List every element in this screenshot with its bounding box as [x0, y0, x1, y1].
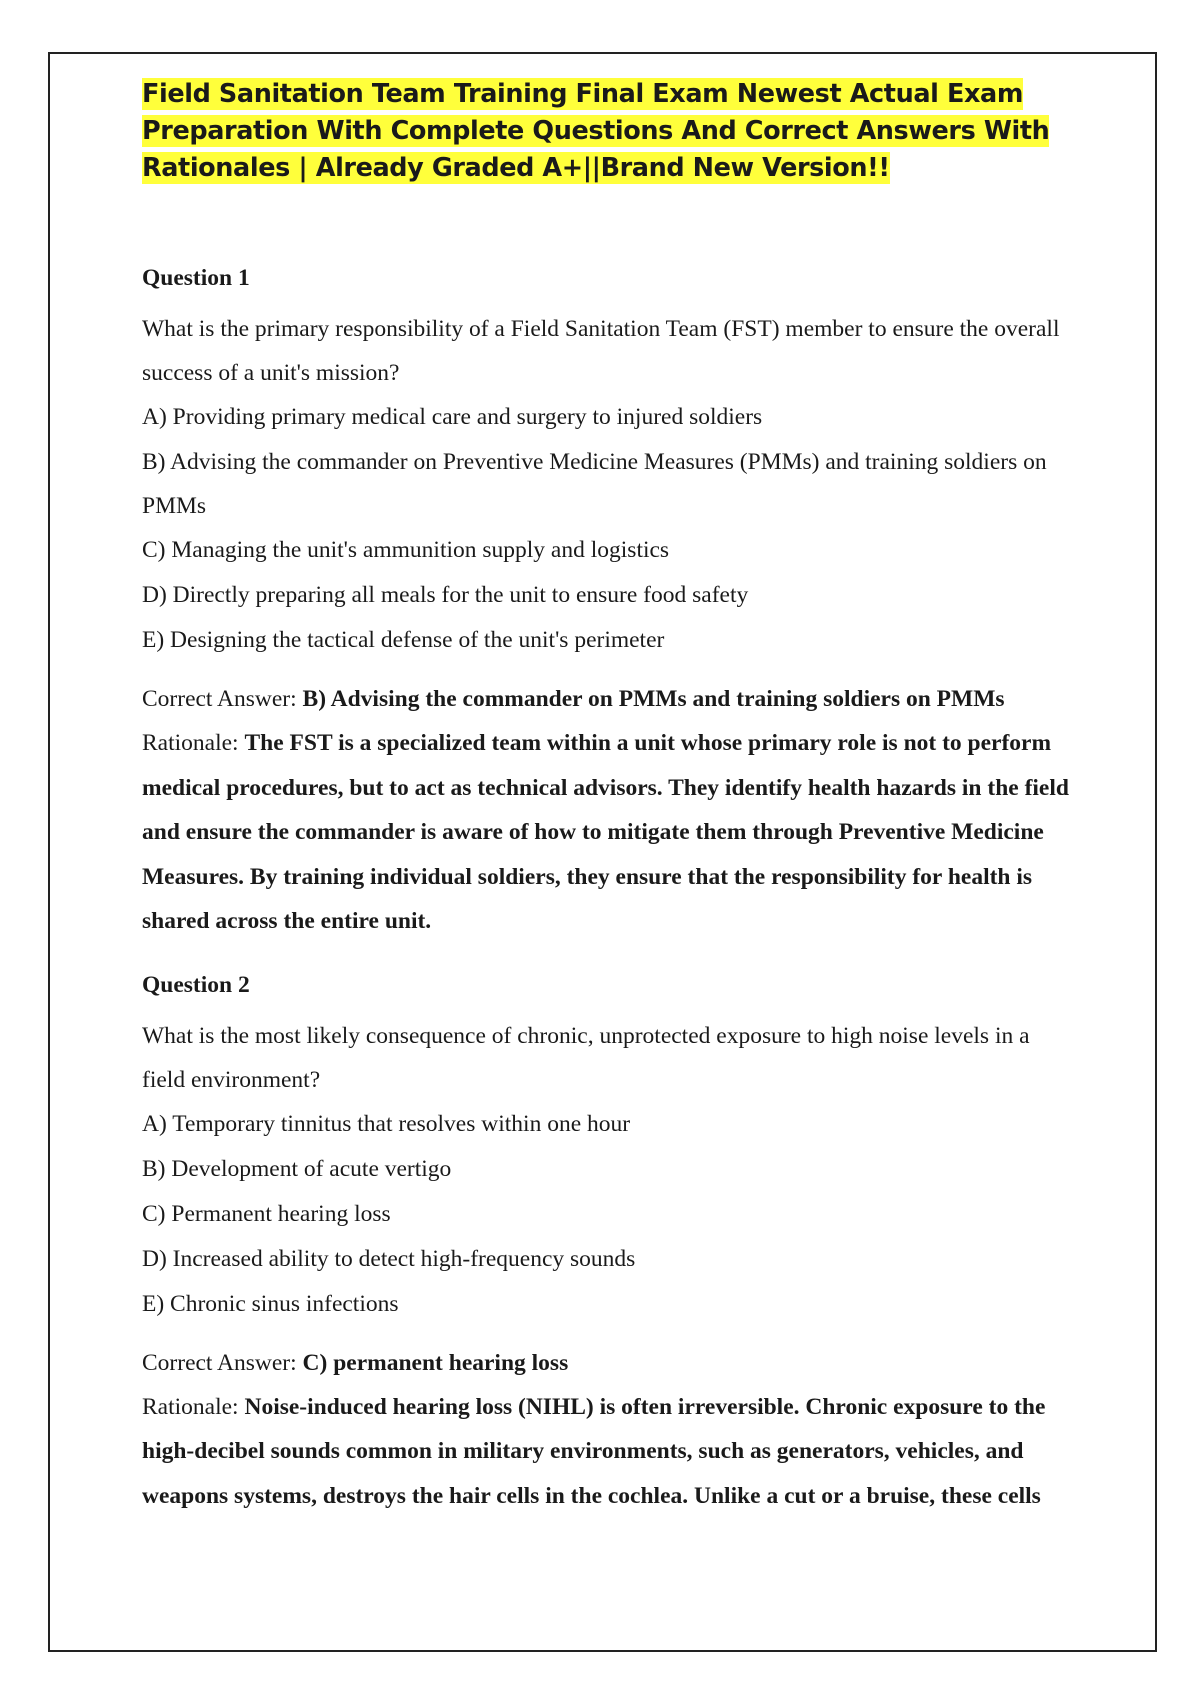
option-c: C) Permanent hearing loss — [142, 1200, 391, 1227]
document-body — [142, 76, 1072, 1518]
title-highlight: Field Sanitation Team Training Final Exam Newest Actual Exam Preparation With Complete Questions And Correct Answers With Rationales | Already Graded A+||Brand New Version!! — [142, 79, 1050, 183]
option-c: C) Managing the unit's ammunition supply and logistics — [142, 537, 670, 563]
question-stem: What is the primary responsibility of a Field Sanitation Team (FST) member to ensure the overall success of a unit's mission? — [142, 316, 1060, 386]
rationale — [142, 721, 1072, 944]
option-e: E) Chronic sinus infections — [142, 1290, 399, 1317]
question-stem: What is the most likely consequence of chronic, unprotected exposure to high noise levels in a field environment? — [142, 1022, 1030, 1093]
option-b: B) Advising the commander on Preventive Medicine Measures (PMMs) and training soldiers on PMMs — [142, 449, 1047, 519]
question-heading: Question 1 — [142, 265, 250, 291]
correct-answer — [142, 1341, 1072, 1385]
correct-answer-label: Correct Answer: — [142, 1349, 297, 1376]
correct-answer-value: C) permanent hearing loss — [302, 1349, 569, 1376]
correct-answer-value: B) Advising the commander on PMMs and training soldiers on PMMs — [302, 686, 1005, 712]
rationale-text: The FST is a specialized team within a unit whose primary role is not to perform medical procedures, but to act as technical advisors. They identify health hazards in the field and ensure the commander is aware of how to mitigate them through Preventive Medicine Measures. By training individual soldiers, they ensure that the responsibility for health is shared across the entire unit. — [142, 730, 1069, 934]
rationale-label: Rationale: — [142, 730, 239, 756]
rationale-text: Noise-induced hearing loss (NIHL) is often irreversible. Chronic exposure to the high-decibel sounds common in military environments, such as generators, vehicles, and weapons systems, destroys the hair cells in the cochlea. Unlike a cut or a bruise, these cells — [142, 1393, 1046, 1509]
correct-answer-label: Correct Answer: — [142, 686, 297, 712]
option-a: A) Providing primary medical care and surgery to injured soldiers — [142, 404, 763, 430]
document-title — [142, 76, 1072, 187]
option-e: E) Designing the tactical defense of the unit's perimeter — [142, 627, 665, 653]
question-2 — [142, 970, 1072, 1519]
rationale — [142, 1385, 1072, 1519]
correct-answer — [142, 677, 1072, 721]
question-heading: Question 2 — [142, 971, 250, 998]
option-d: D) Directly preparing all meals for the unit to ensure food safety — [142, 582, 749, 608]
option-d: D) Increased ability to detect high-frequency sounds — [142, 1245, 636, 1272]
option-b: B) Development of acute vertigo — [142, 1155, 452, 1182]
rationale-label: Rationale: — [142, 1393, 239, 1420]
option-a: A) Temporary tinnitus that resolves within one hour — [142, 1110, 631, 1137]
question-1 — [142, 263, 1072, 944]
